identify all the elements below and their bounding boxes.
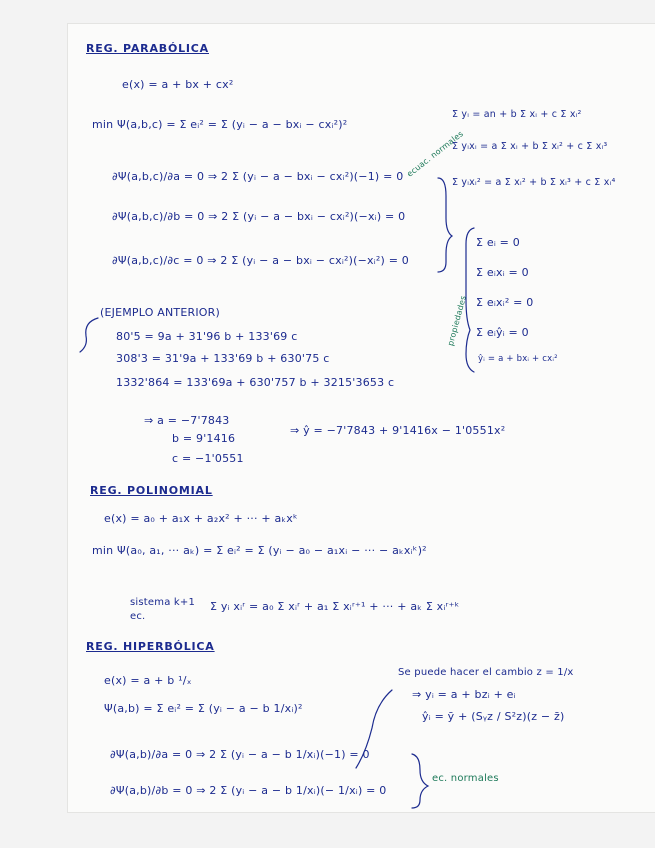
polynomial-objective: min Ψ(a₀, a₁, ··· aₖ) = Σ eᵢ² = Σ (yᵢ − a₀ − a₁xᵢ − ··· − aₖxᵢᵏ)² [92, 544, 427, 557]
hyperbolic-change-2: ŷᵢ = ȳ + (Sᵧz / S²z)(z − z̄) [422, 710, 565, 723]
polynomial-system: Σ yᵢ xᵢʳ = a₀ Σ xᵢʳ + a₁ Σ xᵢʳ⁺¹ + ··· + aₖ Σ xᵢʳ⁺ᵏ [210, 600, 460, 613]
parabolic-model: e(x) = a + bx + cx² [122, 78, 234, 91]
example-equation-2: 308'3 = 31'9a + 133'69 b + 630'75 c [116, 352, 330, 365]
parabolic-objective: min Ψ(a,b,c) = Σ eᵢ² = Σ (yᵢ − a − bxᵢ − cxᵢ²)² [92, 118, 348, 131]
example-equation-3: 1332'864 = 133'69a + 630'757 b + 3215'3653 c [116, 376, 395, 389]
property-1: Σ eᵢ = 0 [476, 236, 520, 249]
properties-label: propiedades [445, 294, 468, 347]
hyperbolic-change-1: ⇒ yᵢ = a + bzᵢ + eᵢ [412, 688, 516, 701]
hyperbolic-model: e(x) = a + b ¹/ₓ [104, 674, 192, 687]
example-solution-c: c = −1'0551 [172, 452, 244, 465]
hyperbolic-objective: Ψ(a,b) = Σ eᵢ² = Σ (yᵢ − a − b 1/xᵢ)² [104, 702, 303, 715]
section-title-polynomial: REG. POLINOMIAL [90, 484, 213, 497]
normal-equations-label: ecuac. normales [405, 129, 466, 179]
parabolic-derivative-b: ∂Ψ(a,b,c)/∂b = 0 ⇒ 2 Σ (yᵢ − a − bxᵢ − cxᵢ²)(−xᵢ) = 0 [112, 210, 406, 223]
property-5: ŷᵢ = a + bxᵢ + cxᵢ² [478, 354, 558, 364]
hyperbolic-change-note: Se puede hacer el cambio z = 1/x [398, 667, 574, 678]
section-title-hyperbolic: REG. HIPERBÓLICA [86, 640, 215, 653]
normal-equation-2: Σ yᵢxᵢ = a Σ xᵢ + b Σ xᵢ² + c Σ xᵢ³ [452, 141, 608, 152]
example-title: (EJEMPLO ANTERIOR) [100, 306, 220, 319]
normal-equation-1: Σ yᵢ = an + b Σ xᵢ + c Σ xᵢ² [452, 109, 582, 120]
property-3: Σ eᵢxᵢ² = 0 [476, 296, 534, 309]
hyperbolic-normal-note: ec. normales [432, 773, 499, 784]
example-solution-b: b = 9'1416 [172, 432, 236, 445]
example-fitted-equation: ⇒ ŷ = −7'7843 + 9'1416x − 1'0551x² [290, 424, 506, 437]
hyperbolic-derivative-a: ∂Ψ(a,b)/∂a = 0 ⇒ 2 Σ (yᵢ − a − b 1/xᵢ)(−1) = 0 [110, 748, 370, 761]
normal-equation-3: Σ yᵢxᵢ² = a Σ xᵢ² + b Σ xᵢ³ + c Σ xᵢ⁴ [452, 177, 616, 188]
property-4: Σ eᵢŷᵢ = 0 [476, 326, 529, 339]
parabolic-derivative-a: ∂Ψ(a,b,c)/∂a = 0 ⇒ 2 Σ (yᵢ − a − bxᵢ − cxᵢ²)(−1) = 0 [112, 170, 404, 183]
example-solution-a: ⇒ a = −7'7843 [144, 414, 230, 427]
polynomial-model: e(x) = a₀ + a₁x + a₂x² + ··· + aₖxᵏ [104, 512, 298, 525]
property-2: Σ eᵢxᵢ = 0 [476, 266, 529, 279]
section-title-parabolic: REG. PARABÓLICA [86, 42, 209, 55]
parabolic-derivative-c: ∂Ψ(a,b,c)/∂c = 0 ⇒ 2 Σ (yᵢ − a − bxᵢ − cxᵢ²)(−xᵢ²) = 0 [112, 254, 410, 267]
hyperbolic-derivative-b: ∂Ψ(a,b)/∂b = 0 ⇒ 2 Σ (yᵢ − a − b 1/xᵢ)(− 1/xᵢ) = 0 [110, 784, 387, 797]
example-equation-1: 80'5 = 9a + 31'96 b + 133'69 c [116, 330, 298, 343]
polynomial-system-label: sistema k+1 ec. [130, 597, 196, 622]
